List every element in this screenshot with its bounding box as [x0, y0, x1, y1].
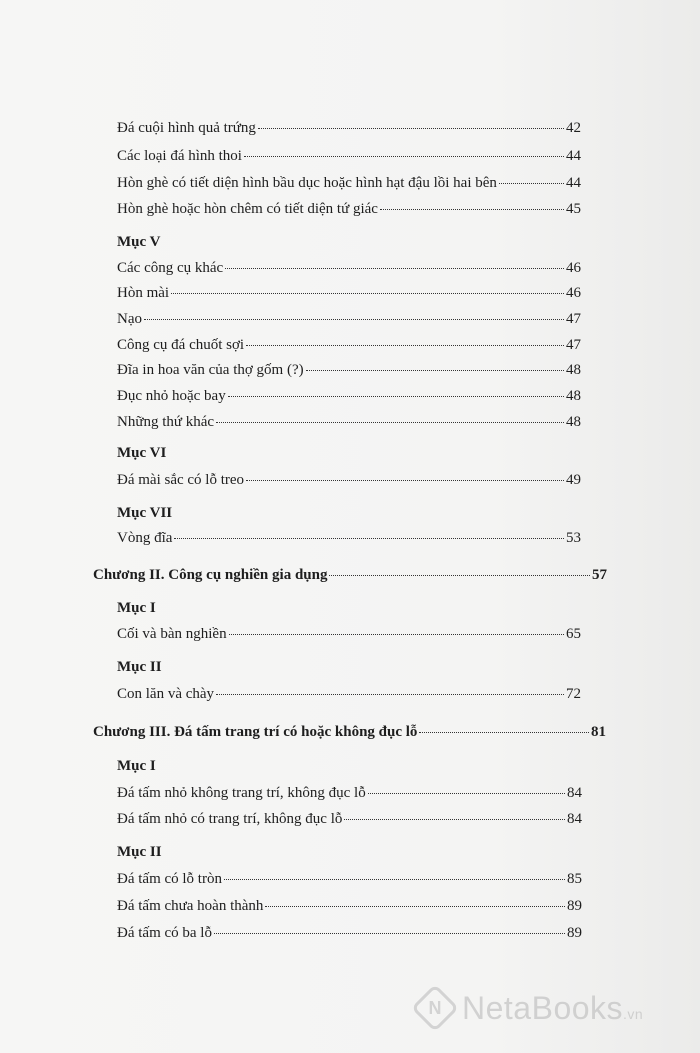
leader-dots [225, 267, 564, 269]
leader-dots [368, 792, 565, 794]
leader-dots [344, 818, 565, 820]
toc-entry: Đá tấm nhỏ có trang trí, không đục lỗ 84 [117, 811, 582, 827]
toc-entry: Đục nhỏ hoặc bay 48 [117, 388, 581, 404]
leader-dots [419, 731, 589, 733]
section-heading: Mục V [117, 234, 161, 250]
toc-entry: Hòn ghè có tiết diện hình bầu dục hoặc hình hạt đậu lồi hai bên 44 [117, 175, 581, 191]
netabooks-watermark [418, 988, 688, 1028]
leader-dots [229, 633, 564, 635]
toc-entry: Đá tấm có lỗ tròn 85 [117, 871, 582, 887]
leader-dots [258, 127, 564, 129]
section-heading: Mục VII [117, 505, 173, 521]
leader-dots [246, 344, 564, 346]
toc-entry: Đá cuội hình quả trứng 42 [117, 120, 581, 136]
chapter-entry: Chương II. Công cụ nghiền gia dụng 57 [93, 567, 607, 583]
toc-entry: Các loại đá hình thoi 44 [117, 148, 581, 164]
netabooks-logo-icon: N [411, 984, 459, 1032]
leader-dots [214, 932, 565, 934]
toc-entry: Con lăn và chày 72 [117, 686, 581, 702]
toc-entry: Đá tấm có ba lỗ 89 [117, 925, 582, 941]
leader-dots [216, 421, 564, 423]
toc-entry: Đá tấm nhỏ không trang trí, không đục lỗ 84 [117, 785, 582, 801]
toc-entry: Các công cụ khác 46 [117, 260, 581, 276]
leader-dots [228, 395, 564, 397]
leader-dots [216, 693, 564, 695]
leader-dots [171, 292, 564, 294]
leader-dots [499, 182, 564, 184]
toc-entry: Vòng đĩa 53 [117, 530, 581, 546]
toc-entry: Đá mài sắc có lỗ treo 49 [117, 472, 581, 488]
leader-dots [306, 369, 564, 371]
chapter-entry: Chương III. Đá tấm trang trí có hoặc không đục lỗ 81 [93, 724, 606, 740]
leader-dots [329, 574, 590, 576]
watermark-text: NetaBooks.vn [462, 989, 644, 1026]
toc-entry: Đá tấm chưa hoàn thành 89 [117, 898, 582, 914]
toc-entry: Hòn ghè hoặc hòn chêm có tiết diện tứ giác 45 [117, 201, 581, 217]
toc-entry: Nạo 47 [117, 311, 581, 327]
leader-dots [224, 878, 565, 880]
section-heading: Mục I [117, 600, 156, 616]
section-heading: Mục I [117, 758, 156, 774]
section-heading: Mục VI [117, 445, 167, 461]
leader-dots [244, 155, 564, 157]
section-heading: Mục II [117, 844, 162, 860]
leader-dots [174, 537, 564, 539]
leader-dots [265, 905, 565, 907]
toc-entry: Công cụ đá chuốt sợi 47 [117, 337, 581, 353]
leader-dots [246, 479, 564, 481]
leader-dots [380, 208, 564, 210]
toc-entry: Đĩa in hoa văn của thợ gốm (?) 48 [117, 362, 581, 378]
toc-entry: Cối và bàn nghiền 65 [117, 626, 581, 642]
section-heading: Mục II [117, 659, 162, 675]
leader-dots [144, 318, 564, 320]
toc-entry: Những thứ khác 48 [117, 414, 581, 430]
toc-entry: Hòn mài 46 [117, 285, 581, 301]
